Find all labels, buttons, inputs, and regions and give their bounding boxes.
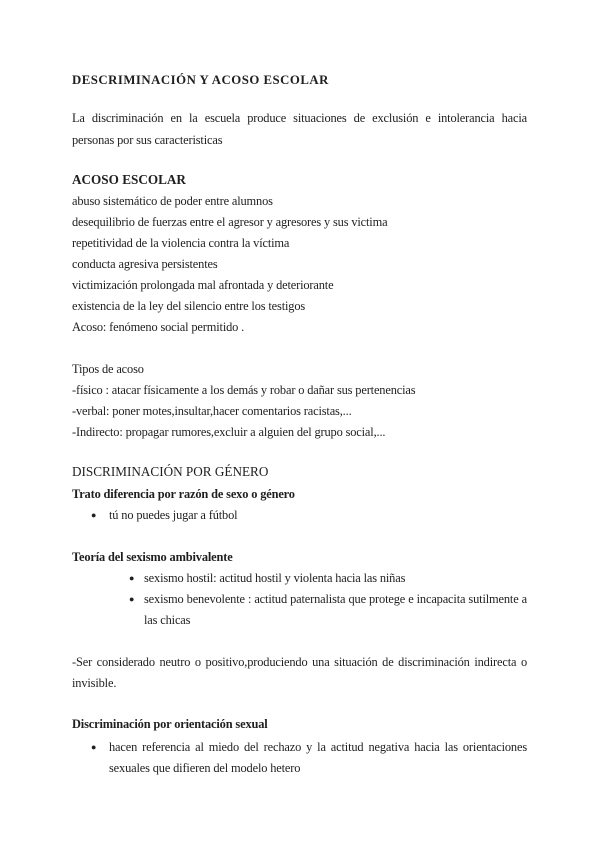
tipos-item: -Indirecto: propagar rumores,excluir a alguien del grupo social,...	[72, 425, 386, 439]
neutro-line-1: -Ser considerado neutro o positivo,produciendo una situación de discriminación indirecta o	[72, 655, 527, 669]
acoso-item: existencia de la ley del silencio entre los testigos	[72, 299, 306, 313]
acoso-item: desequilibrio de fuerzas entre el agresor y agresores y sus victima	[72, 215, 388, 229]
bullet-dot: ●	[91, 742, 97, 752]
tipos-heading: Tipos de acoso	[72, 362, 144, 376]
intro-line-1: La discriminación en la escuela produce situaciones de exclusión e intolerancia hacia	[72, 111, 527, 125]
genero-subheading: Trato diferencia por razón de sexo o género	[72, 487, 295, 501]
sexismo-heading: Teoría del sexismo ambivalente	[72, 550, 233, 564]
orientacion-heading: Discriminación por orientación sexual	[72, 717, 268, 731]
bullet-dot: ●	[91, 510, 97, 520]
acoso-item: abuso sistemático de poder entre alumnos	[72, 194, 273, 208]
genero-bullet-text: tú no puedes jugar a fútbol	[109, 508, 238, 522]
document-title: DESCRIMINACIÓN Y ACOSO ESCOLAR	[72, 73, 329, 87]
sexismo-bullet-text: sexismo benevolente : actitud paternalista que protege e incapacita sutilmente a las chicas	[144, 592, 527, 627]
acoso-item: conducta agresiva persistentes	[72, 257, 218, 271]
tipos-item: -verbal: poner motes,insultar,hacer comentarios racistas,...	[72, 404, 352, 418]
acoso-heading: ACOSO ESCOLAR	[72, 172, 186, 187]
intro-line-2: personas por sus caracteristicas	[72, 133, 223, 147]
sexismo-bullet-text: sexismo hostil: actitud hostil y violenta hacia las niñas	[144, 571, 406, 585]
bullet-dot: ●	[129, 573, 135, 583]
acoso-item: repetitividad de la violencia contra la víctima	[72, 236, 290, 250]
bullet-dot: ●	[129, 594, 135, 604]
genero-heading: DISCRIMINACIÓN POR GÉNERO	[72, 464, 269, 479]
neutro-line-2: invisible.	[72, 676, 117, 690]
tipos-item: -físico : atacar físicamente a los demás y robar o dañar sus pertenencias	[72, 383, 416, 397]
orientacion-bullet-text: hacen referencia al miedo del rechazo y la actitud negativa hacia las orientaciones sexuales que difieren del modelo hetero	[109, 740, 527, 775]
acoso-item: victimización prolongada mal afrontada y deteriorante	[72, 278, 334, 292]
acoso-item: Acoso: fenómeno social permitido .	[72, 320, 245, 334]
